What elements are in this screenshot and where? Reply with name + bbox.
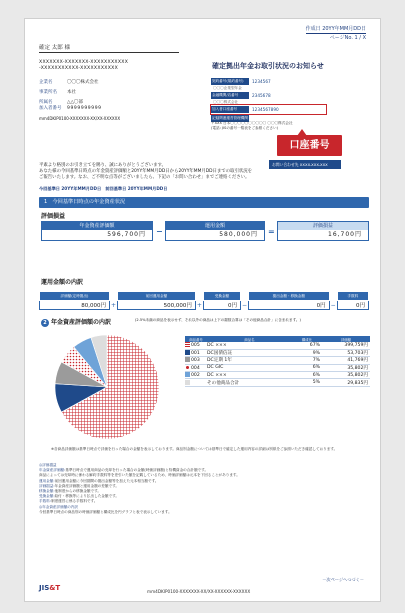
- product-amount: 35,802円: [322, 364, 370, 371]
- investment-header: 受換金額: [203, 292, 240, 301]
- pension-value-label: 年金資産評価額: [42, 222, 152, 230]
- greeting-line: ご報告いたします。なお、ご不明な点等がございましたら、下記の「お問い合わせ」までご連絡ください。: [39, 175, 250, 180]
- breakdown-table: [185, 336, 370, 387]
- company-address: [211, 121, 331, 131]
- note-line: ◎年金資産評価額の内訳: [39, 504, 79, 509]
- info-row-institution: [211, 91, 326, 100]
- investment-value: 80,000円: [40, 301, 110, 310]
- next-page-note: －次ページへつづく－: [322, 577, 364, 582]
- invest-amount-box: [165, 221, 265, 241]
- dept-label: 所属名: [39, 100, 53, 105]
- legend-swatch: [185, 380, 190, 385]
- note-line: 受換金額:給付・移換等により払出した金額です。: [39, 494, 119, 499]
- eval-heading: [41, 211, 65, 220]
- member-row: [39, 106, 189, 112]
- breakdown-row: [185, 342, 370, 349]
- jis-logo: [39, 584, 60, 592]
- invest-amount-label: 運用金額: [166, 222, 264, 230]
- note-line: 運用金額:前回運用金額に今回期間の拠出金額等を加えた元本相当額です。: [39, 478, 159, 483]
- legend-swatch: [185, 372, 190, 377]
- logo-text: JIS: [39, 584, 50, 592]
- gain-value: 16,700円: [328, 231, 362, 238]
- info-key: 記録関連運営管理機関: [212, 116, 248, 120]
- note-line: 年金資産評価額:基準日時点で運用商品の売却を行った場合の金額(時価評価額)と待機資金の合計額です。: [39, 468, 209, 473]
- recipient-name: 確定 太郎 様: [39, 43, 179, 53]
- breakdown-header: 構成比: [292, 336, 322, 342]
- product-amount: 399,759円: [322, 342, 370, 349]
- breakdown-header: 商品名: [207, 336, 292, 342]
- contact-label: お問い合わせ先 XXXX-XXX-XXX: [269, 160, 341, 169]
- office-value: 本社: [67, 90, 76, 95]
- op-minus: −: [242, 301, 248, 309]
- info-value: 1234567: [252, 79, 271, 84]
- note-line: 手数料:制度運営に係る手数料です。: [39, 499, 98, 504]
- account-info-box: [211, 77, 326, 123]
- employer-row: [39, 80, 189, 86]
- greeting-line: 平素より格別のお引き立てを賜り、誠にありがとうございます。: [39, 163, 166, 168]
- account-number-value: 1234567890: [252, 107, 279, 112]
- note-line: 今回基準日時点の商品別の時価評価額と構成比を円グラフと表で表示しています。: [39, 509, 172, 514]
- investment-value: 0円: [249, 301, 330, 310]
- period-line: 今回基準日 20YY年MM月DD日 前回基準日 20YY年MM月DD日: [39, 186, 168, 191]
- product-number: 003: [185, 357, 207, 364]
- member-value: 9999999999: [67, 106, 102, 111]
- gain-box: [277, 221, 369, 241]
- greeting: [39, 163, 369, 181]
- note-line: 評価損益:年金資産評価額と運用金額の差額です。: [39, 483, 119, 488]
- investment-value: 0円: [203, 301, 240, 310]
- greeting-line: あなた様の今回基準日時点の年金資産評価額と20YY年MM月DD日から20YY年MM月DD日までの取引状況を: [39, 169, 253, 174]
- pie-chart: [51, 331, 163, 443]
- info-key: 金融機関/店番号: [211, 92, 249, 99]
- account-number-callout: 口座番号: [277, 135, 342, 156]
- product-amount: 53,703円: [322, 349, 370, 356]
- statement-page: [24, 18, 381, 602]
- product-name: DC ×××: [207, 342, 292, 349]
- investment-header: 前回運用金額: [117, 292, 195, 301]
- breakdown-subheading: (2.5%未満の商品を表示せず、それ以外の商品は上下の端数合算は「その他商品合計」に含まれます。): [135, 318, 301, 322]
- product-name: DC GIC: [207, 364, 292, 371]
- info-sub: 〇〇〇株式会社: [213, 100, 239, 104]
- header-meta: [306, 25, 366, 41]
- eval-heading-text: 評価損益: [41, 213, 66, 220]
- legend-swatch: [185, 350, 190, 355]
- product-pct: 9%: [292, 349, 322, 356]
- info-key: 加入者口座番号: [211, 106, 249, 113]
- pension-value-box: [41, 221, 153, 241]
- company-phone-line: (電話: JISの番号一覧表をご参照ください): [211, 126, 279, 130]
- breakdown-row: [185, 357, 370, 364]
- investment-table: [39, 291, 369, 310]
- op-plus: +: [110, 301, 116, 309]
- employer-value: 〇〇〇株式会社: [67, 80, 99, 85]
- investment-header: 拠出金額・移換金額: [249, 292, 330, 301]
- info-sub: 〇〇〇企業型年金: [213, 86, 242, 90]
- investment-value: 500,000円: [117, 301, 195, 310]
- logo-text-accent: &T: [49, 584, 61, 592]
- legend-swatch: [185, 357, 190, 362]
- member-label: 加入者番号: [39, 106, 62, 111]
- investment-header: 手数料: [337, 292, 368, 301]
- breakdown-row: [185, 349, 370, 356]
- dept-value: △△〇部: [67, 100, 83, 105]
- breakdown-footnote: ※各商品評価額は基準日時点で評価を行った場合の金額を表示しております。商品別金額については基準日で確定した運用内容の詳細は別紙をご参照いただき確認しております。: [51, 447, 338, 451]
- legend-swatch: [185, 365, 190, 370]
- product-number: [185, 379, 207, 386]
- gain-label: 評価損益: [278, 222, 368, 230]
- product-number: 002: [185, 372, 207, 379]
- info-row-contract: [211, 77, 326, 86]
- note-line: 移換金額:他制度からの移換金額です。: [39, 489, 102, 494]
- doc-code: mm4DKIP0100-XXXXXXX-XX/XX-XXXXXX: [39, 116, 121, 121]
- product-pct: 5%: [292, 379, 322, 386]
- footer-code: mm4DKIP0100-XXXXXXX-XX/XX-XXXXXX-XXXXXX: [147, 589, 251, 594]
- creation-date: 作成日 20YY年MM月DD日: [305, 26, 366, 32]
- product-amount: 29,835円: [322, 379, 370, 386]
- product-pct: 7%: [292, 357, 322, 364]
- investment-header: 評価額(定時拠出): [40, 292, 110, 301]
- breakdown-row: [185, 379, 370, 386]
- company-address-line: 〒XXX 日本〇〇〇〇〇〇〇〇〇〇 〇〇〇株式会社: [211, 121, 293, 125]
- section-number-2: 2: [41, 319, 49, 327]
- product-number: 001: [185, 349, 207, 356]
- breakdown-heading: [41, 317, 111, 327]
- pie-slices: [55, 335, 159, 439]
- invest-amount-value: 580,000円: [219, 231, 258, 238]
- info-key: 契約番号(規約番号): [211, 78, 249, 85]
- equals-sign: =: [268, 227, 275, 236]
- product-amount: 41,769円: [322, 357, 370, 364]
- address-line-2: -XXXXXXXXXXX-XXXXXXXXXXX: [39, 66, 119, 71]
- op-minus: −: [330, 301, 336, 309]
- employer-label: 企業名: [39, 80, 53, 85]
- office-label: 事業所名: [39, 90, 57, 95]
- investment-heading: 運用金額の内訳: [41, 279, 84, 286]
- breakdown-row: [185, 372, 370, 379]
- breakdown-heading-text: 年金資産評価額の内訳: [51, 319, 112, 326]
- pension-value: 596,700円: [107, 231, 146, 238]
- product-pct: 6%: [292, 372, 322, 379]
- minus-sign: −: [156, 227, 163, 236]
- notes-section: [39, 463, 369, 515]
- section-1-bar: 1 今回基準日時点の年金資産状況: [39, 197, 369, 208]
- breakdown-header: 商品番号: [185, 336, 207, 342]
- product-name: その他商品合計: [207, 379, 292, 386]
- info-row-account-number: [211, 105, 326, 114]
- product-name: DC国債信託: [207, 349, 292, 356]
- legend-swatch: [185, 342, 190, 347]
- product-pct: 6%: [292, 364, 322, 371]
- product-pct: 67%: [292, 342, 322, 349]
- info-value: 2345678: [252, 93, 271, 98]
- product-number: 004: [185, 364, 207, 371]
- note-line: 商品によっては売却時に係わる解約手数料等を差引いた額を記載しているため、時価評価額は元本を下回ることがあります。: [39, 473, 240, 478]
- product-amount: 35,802円: [322, 372, 370, 379]
- breakdown-row: [185, 364, 370, 371]
- office-row: [39, 90, 189, 96]
- document-title: 確定拠出年金お取引状況のお知らせ: [212, 62, 324, 70]
- op-plus: +: [196, 301, 202, 309]
- breakdown-header: 評価額: [322, 336, 370, 342]
- product-number: 005: [185, 342, 207, 349]
- page-number: ページNo. 1 / X: [329, 35, 366, 41]
- address-block: [39, 60, 189, 122]
- breakdown-rows: [185, 342, 370, 386]
- address-line-1: XXXXXXX-XXXXXXX-XXXXXXXXXXX: [39, 60, 129, 65]
- product-name: DC ×××: [207, 372, 292, 379]
- product-name: DC定期 1年: [207, 357, 292, 364]
- note-line: ◎評価損益: [39, 463, 57, 467]
- investment-value: 0円: [337, 301, 368, 310]
